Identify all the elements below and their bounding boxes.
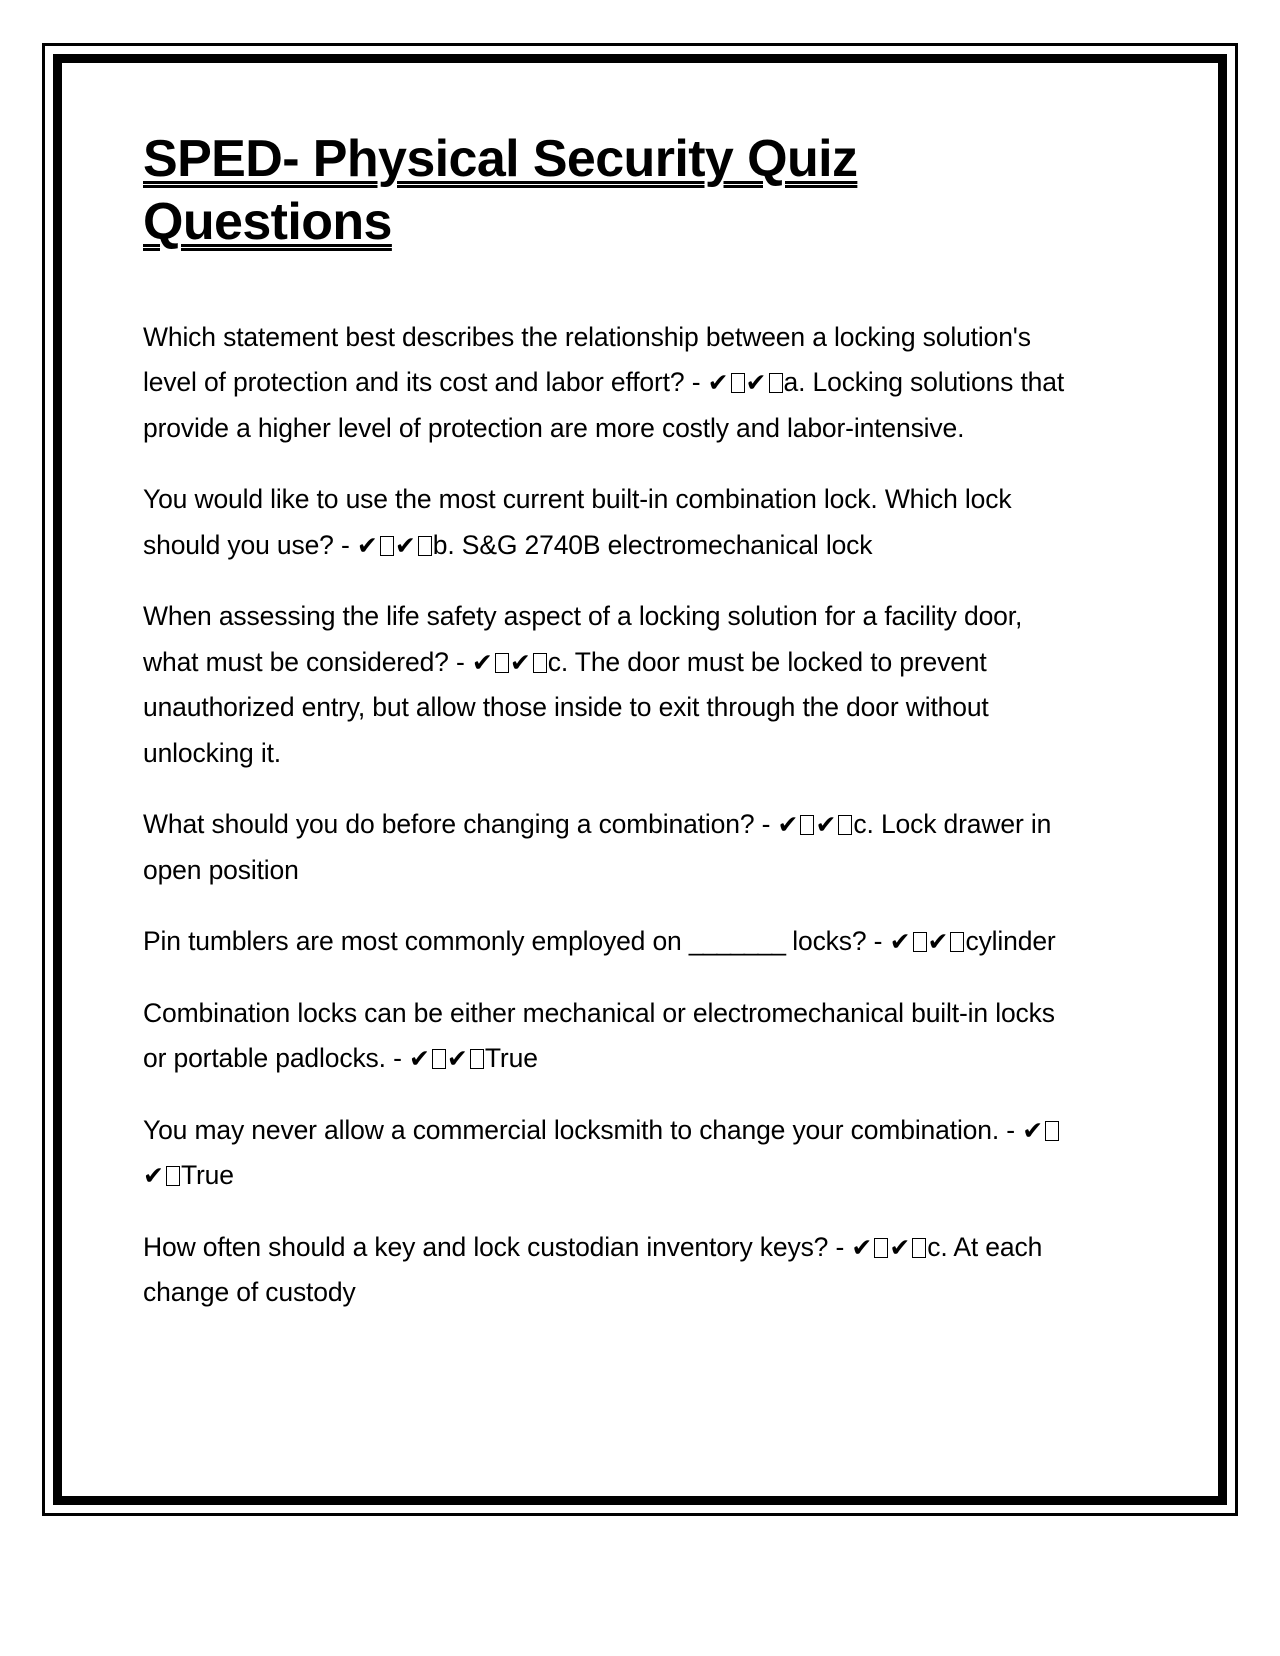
empty-box-icon <box>432 1049 446 1069</box>
check-mark-icon: ✔ <box>777 810 799 840</box>
quiz-question-list <box>143 315 1078 1316</box>
check-mark-icon: ✔ <box>851 1232 873 1262</box>
answer-separator: - <box>333 529 357 560</box>
answer-text: a. Locking solutions that provide a higher level of protection are more costly and labor-intensive. <box>143 367 1065 443</box>
question-text: You may never allow a commercial locksmith to change your combination. <box>143 1114 1000 1145</box>
document-content <box>143 128 1078 1316</box>
empty-box-icon <box>418 536 432 556</box>
question-text: Which statement best describes the relationship between a locking solution's level of protection and its cost and labor effort? <box>143 321 1031 398</box>
empty-box-icon <box>1045 1121 1059 1141</box>
check-mark-icon: ✔ <box>1022 1115 1044 1145</box>
check-mark-icon: ✔ <box>143 1161 164 1191</box>
empty-box-icon <box>800 815 814 835</box>
empty-box-icon <box>950 932 964 952</box>
answer-text: True <box>180 1160 234 1191</box>
question-text: You would like to use the most current built-in combination lock. Which lock should you use? <box>143 484 1012 560</box>
empty-box-icon <box>380 536 394 556</box>
empty-box-icon <box>874 1238 888 1258</box>
answer-text: c. Lock drawer in open position <box>143 809 1052 885</box>
check-mark-icon: ✔ <box>707 368 729 398</box>
question-text: How often should a key and lock custodian inventory keys? <box>143 1231 829 1262</box>
page-title-wrapper <box>143 128 1023 255</box>
empty-box-icon <box>166 1166 180 1186</box>
question-text: What should you do before changing a combination? <box>143 809 755 840</box>
empty-box-icon <box>769 373 783 393</box>
answer-text: c. The door must be locked to prevent unauthorized entry, but allow those inside to exit through the door without unlocking it. <box>143 646 989 768</box>
answer-text: cylinder <box>965 926 1056 957</box>
question-text: Pin tumblers are most commonly employed on _______ locks? <box>143 926 867 957</box>
empty-box-icon <box>913 932 927 952</box>
answer-separator: - <box>448 646 472 677</box>
quiz-item <box>143 1108 1078 1199</box>
check-mark-icon: ✔ <box>394 530 416 560</box>
answer-separator: - <box>866 926 890 957</box>
check-mark-icon: ✔ <box>889 927 911 957</box>
page-title: SPED- Physical Security Quiz Questions <box>143 130 858 252</box>
check-mark-icon: ✔ <box>471 647 493 677</box>
empty-box-icon <box>731 373 745 393</box>
answer-text: b. S&G 2740B electromechanical lock <box>432 529 873 560</box>
answer-separator: - <box>754 809 778 840</box>
answer-separator: - <box>684 367 708 398</box>
quiz-item <box>143 991 1078 1082</box>
check-mark-icon: ✔ <box>889 1232 911 1262</box>
empty-box-icon <box>470 1049 484 1069</box>
answer-separator: - <box>385 1043 409 1074</box>
quiz-item <box>143 477 1078 568</box>
answer-separator: - <box>999 1114 1023 1145</box>
check-mark-icon: ✔ <box>446 1044 468 1074</box>
fill-in-blank: _______ <box>688 926 786 957</box>
answer-separator: - <box>828 1231 852 1262</box>
question-text: Combination locks can be either mechanical or electromechanical built-in locks or portable padlocks. <box>143 997 1055 1074</box>
empty-box-icon <box>495 653 509 673</box>
quiz-item <box>143 315 1078 452</box>
question-text: When assessing the life safety aspect of a locking solution for a facility door, what must be considered? <box>143 601 1023 677</box>
answer-text: c. At each change of custody <box>143 1231 1043 1308</box>
check-mark-icon: ✔ <box>815 810 837 840</box>
quiz-item <box>143 919 1078 965</box>
check-mark-icon: ✔ <box>356 530 378 560</box>
check-mark-icon: ✔ <box>927 927 949 957</box>
empty-box-icon <box>912 1238 926 1258</box>
answer-text: True <box>484 1043 538 1074</box>
quiz-item <box>143 802 1078 893</box>
empty-box-icon <box>838 815 852 835</box>
empty-box-icon <box>533 653 547 673</box>
quiz-item <box>143 1225 1078 1316</box>
check-mark-icon: ✔ <box>408 1044 430 1074</box>
check-mark-icon: ✔ <box>745 368 767 398</box>
quiz-item <box>143 594 1078 776</box>
check-mark-icon: ✔ <box>509 647 531 677</box>
